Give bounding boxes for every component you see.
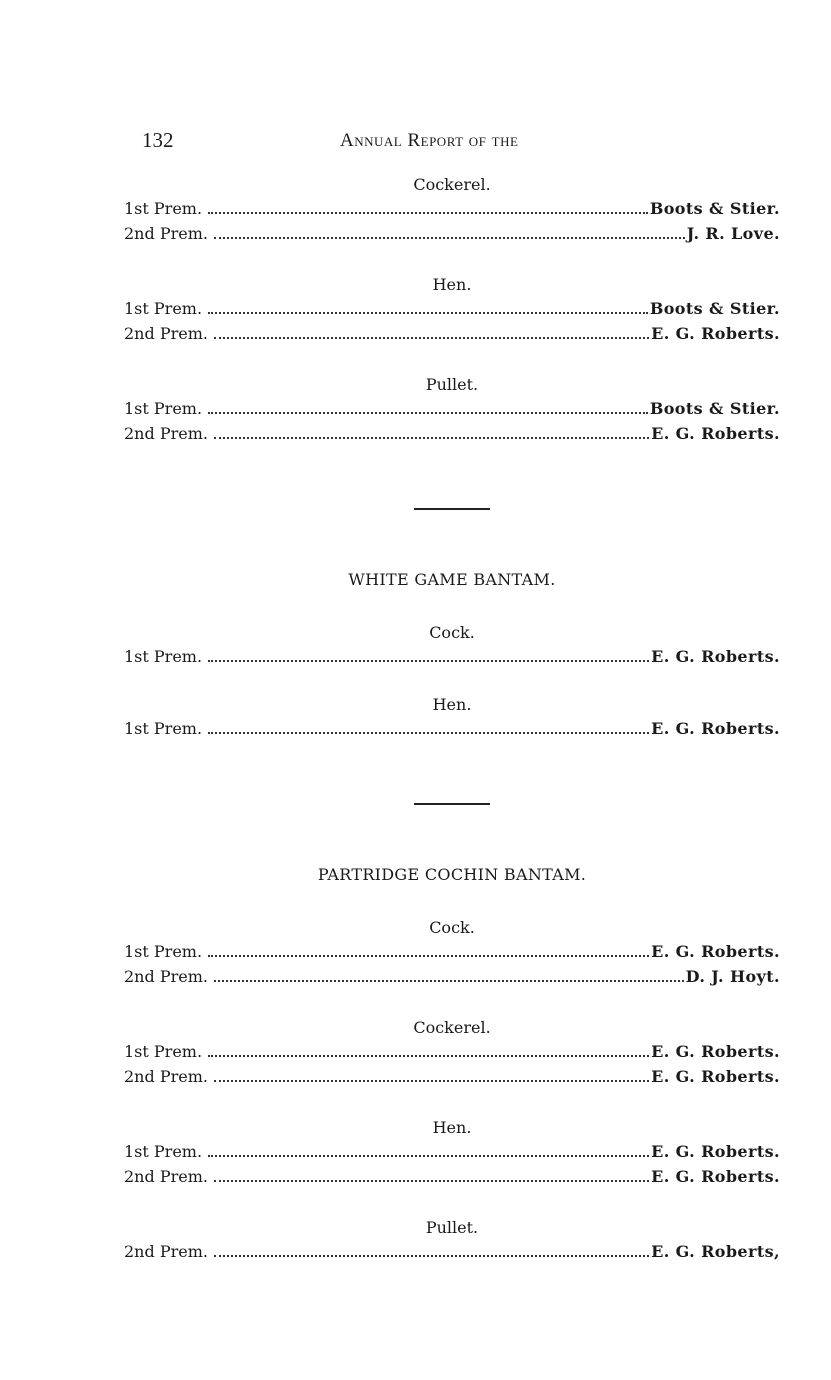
premium-entry — [124, 939, 780, 964]
premium-entry — [124, 221, 780, 246]
dot-leader — [214, 437, 649, 439]
dot-leader — [214, 1255, 649, 1257]
premium-label: 2nd Prem. — [124, 224, 208, 243]
group-heading: Cockerel. — [413, 175, 491, 194]
premium-entry — [124, 396, 780, 421]
premium-label: 1st Prem. — [124, 1142, 203, 1161]
section-partridge-cochin-bantam — [124, 863, 780, 1264]
winner-name: E. G. Roberts. — [651, 1142, 780, 1161]
winner-name: E. G. Roberts. — [651, 647, 780, 666]
premium-entry — [124, 421, 780, 446]
dot-leader — [208, 955, 649, 957]
premium-label: 2nd Prem. — [124, 324, 208, 343]
dot-leader — [214, 1180, 649, 1182]
group-hen — [124, 274, 780, 346]
dot-leader — [208, 1055, 649, 1057]
group-heading: Pullet. — [425, 1218, 479, 1237]
premium-entry — [124, 196, 780, 221]
dot-leader — [208, 212, 648, 214]
premium-label: 1st Prem. — [124, 299, 203, 318]
premium-label: 2nd Prem. — [124, 1167, 208, 1186]
premium-entry — [124, 964, 780, 989]
running-head: Annual Report of the — [340, 130, 519, 151]
section-white-game-bantam — [124, 568, 780, 741]
premium-label: 2nd Prem. — [124, 1067, 208, 1086]
dot-leader — [214, 1080, 649, 1082]
winner-name: E. G. Roberts. — [651, 1167, 780, 1186]
page-number: 132 — [142, 128, 174, 152]
group-heading: Cock. — [429, 918, 475, 937]
winner-name: E. G. Roberts. — [651, 324, 780, 343]
premium-entry — [124, 1064, 780, 1089]
dot-leader — [214, 980, 684, 982]
section-title: PARTRIDGE COCHIN BANTAM. — [317, 865, 587, 884]
dot-leader — [208, 1155, 649, 1157]
dot-leader — [214, 337, 649, 339]
group-heading: Hen. — [432, 1118, 472, 1137]
premium-entry — [124, 1139, 780, 1164]
group-pullet — [124, 374, 780, 446]
premium-entry — [124, 1039, 780, 1064]
group-cock — [124, 622, 780, 669]
dot-leader — [208, 312, 648, 314]
premium-label: 2nd Prem. — [124, 424, 208, 443]
premium-label: 1st Prem. — [124, 199, 203, 218]
winner-name: J. R. Love. — [686, 224, 780, 243]
section-title: WHITE GAME BANTAM. — [348, 570, 556, 589]
winner-name: Boots & Stier. — [649, 399, 780, 418]
group-pullet — [124, 1217, 780, 1264]
winner-name: E. G. Roberts, — [651, 1242, 780, 1261]
premium-label: 1st Prem. — [124, 647, 203, 666]
group-hen — [124, 694, 780, 741]
premium-label: 1st Prem. — [124, 719, 203, 738]
section-continued — [124, 174, 780, 446]
winner-name: E. G. Roberts. — [651, 1067, 780, 1086]
dot-leader — [214, 237, 685, 239]
premium-label: 1st Prem. — [124, 942, 203, 961]
winner-name: E. G. Roberts. — [651, 1042, 780, 1061]
group-heading: Pullet. — [425, 375, 479, 394]
page-body — [124, 174, 780, 1264]
premium-label: 2nd Prem. — [124, 1242, 208, 1261]
winner-name: Boots & Stier. — [649, 299, 780, 318]
winner-name: D. J. Hoyt. — [685, 967, 780, 986]
winner-name: E. G. Roberts. — [651, 424, 780, 443]
group-heading: Cockerel. — [413, 1018, 491, 1037]
group-cock — [124, 917, 780, 989]
dot-leader — [208, 412, 648, 414]
premium-entry — [124, 716, 780, 741]
winner-name: Boots & Stier. — [649, 199, 780, 218]
group-heading: Hen. — [432, 695, 472, 714]
winner-name: E. G. Roberts. — [651, 942, 780, 961]
premium-entry — [124, 1164, 780, 1189]
premium-entry — [124, 1239, 780, 1264]
premium-label: 2nd Prem. — [124, 967, 208, 986]
group-hen — [124, 1117, 780, 1189]
dot-leader — [208, 660, 649, 662]
group-heading: Hen. — [432, 275, 472, 294]
premium-entry — [124, 296, 780, 321]
group-heading: Cock. — [429, 623, 475, 642]
dot-leader — [208, 732, 649, 734]
premium-entry — [124, 644, 780, 669]
group-cockerel — [124, 174, 780, 246]
premium-entry — [124, 321, 780, 346]
group-cockerel — [124, 1017, 780, 1089]
winner-name: E. G. Roberts. — [651, 719, 780, 738]
premium-label: 1st Prem. — [124, 399, 203, 418]
premium-label: 1st Prem. — [124, 1042, 203, 1061]
